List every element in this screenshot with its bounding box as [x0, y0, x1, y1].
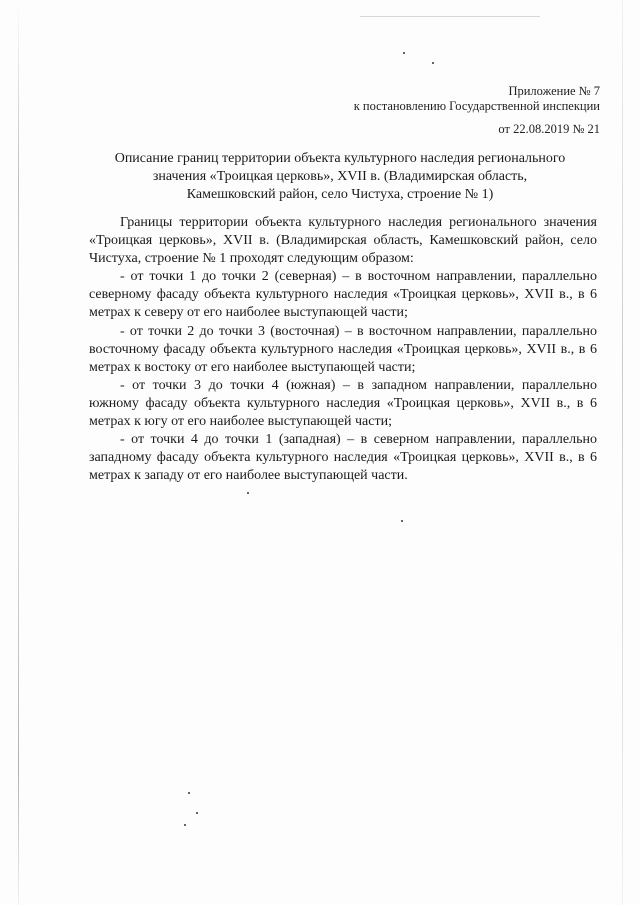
title-line: Описание границ территории объекта культурного наследия регионального: [114, 151, 566, 166]
scan-top-line: [360, 16, 540, 17]
scan-speck: [432, 62, 434, 64]
scan-speck: [247, 492, 249, 494]
scan-speck: [403, 52, 405, 54]
scan-speck: [401, 520, 403, 522]
title-line: значения «Троицкая церковь», XVII в. (Владимирская область,: [152, 169, 528, 184]
document-body: [89, 214, 597, 485]
intro-paragraph: Границы территории объекта культурного наследия регионального значения «Троицкая церковь», XVII в. (Владимирская область, Камешковский район, село Чистуха, строение № 1 проходят следующим образом:: [89, 215, 597, 267]
boundary-item-south: - от точки 3 до точки 4 (южная) – в западном направлении, параллельно южному фасаду объекта культурного наследия «Троицкая церковь», XVII в., в 6 метрах к югу от его наиболее выступающей части;: [89, 377, 597, 430]
boundary-item-north: - от точки 1 до точки 2 (северная) – в восточном направлении, параллельно северному фасаду объекта культурного наследия «Троицкая церковь», XVII в., в 6 метрах к северу от его наиболее выступающей части;: [89, 269, 597, 321]
scan-speck: [188, 792, 190, 794]
scan-edge-left: [18, 0, 19, 905]
appendix-number: Приложение № 7: [508, 84, 600, 98]
scan-edge-right: [622, 0, 623, 905]
boundary-item-east: - от точки 2 до точки 3 (восточная) – в восточном направлении, параллельно восточному фасаду объекта культурного наследия «Троицкая церковь», XVII в., в 6 метрах к востоку от его наиболее выступающей части;: [89, 323, 597, 375]
scan-speck: [184, 824, 186, 826]
appendix-reference: к постановлению Государственной инспекции: [353, 99, 600, 113]
title-line: Камешковский район, село Чистуха, строение № 1): [186, 187, 494, 202]
boundary-item-west: - от точки 4 до точки 1 (западная) – в северном направлении, параллельно западному фасаду объекта культурного наследия «Троицкая церковь», XVII в., в 6 метрах к западу от его наиболее выступающей части.: [89, 432, 597, 484]
scan-speck: [196, 812, 198, 814]
appendix-date: от 22.08.2019 № 21: [498, 122, 600, 136]
document-title: [90, 150, 590, 204]
